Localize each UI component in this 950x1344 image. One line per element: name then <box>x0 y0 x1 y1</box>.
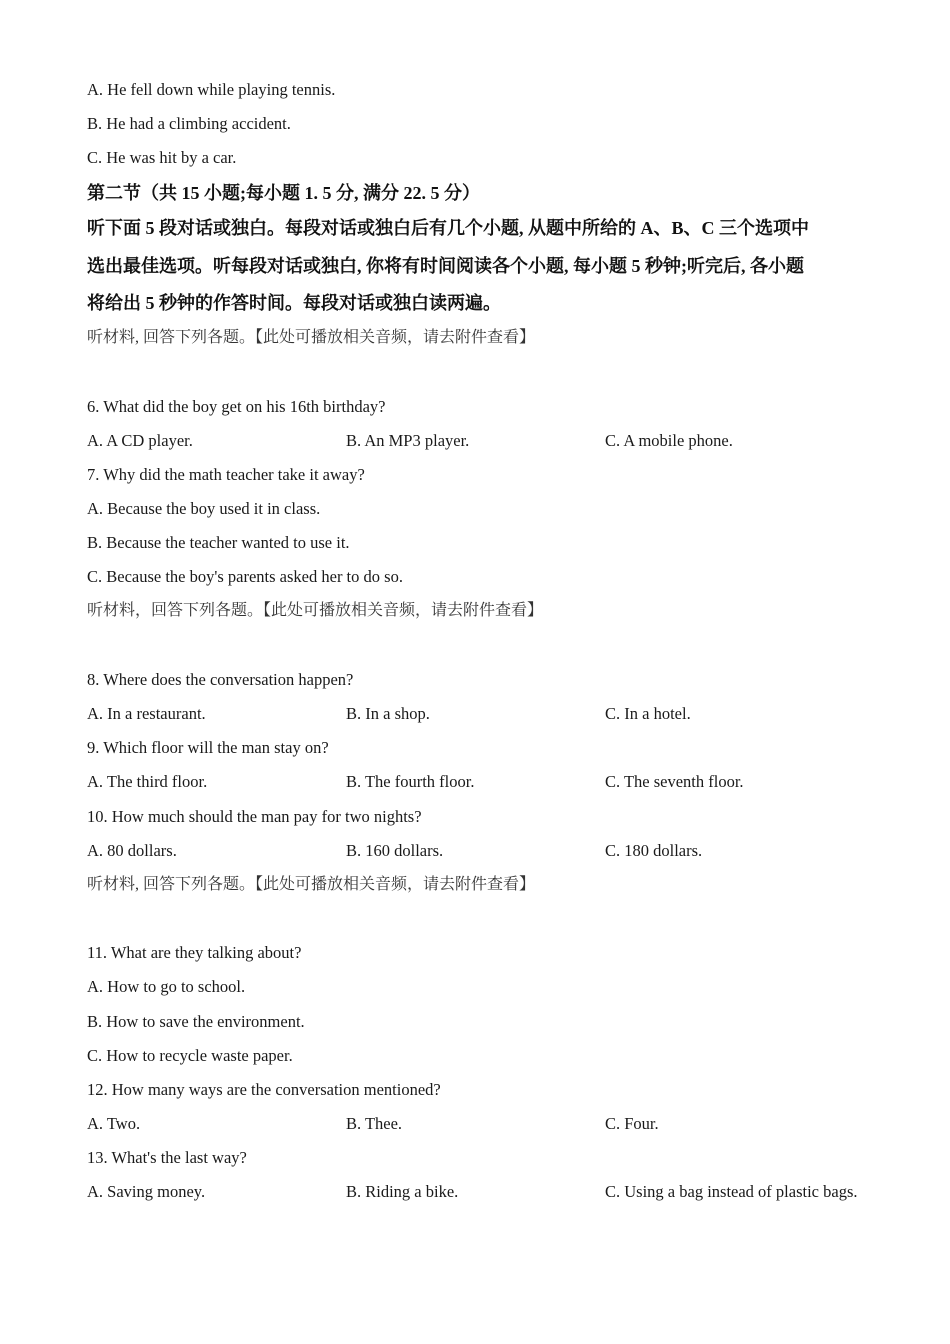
question-11-option-a: A. How to go to school. <box>87 977 246 996</box>
question-13: 13. What's the last way? <box>87 1148 247 1167</box>
question-12-option-c: C. Four. <box>605 1114 659 1133</box>
question-6-options <box>87 431 887 451</box>
question-11-option-c: C. How to recycle waste paper. <box>87 1046 293 1065</box>
question-9-option-a: A. The third floor. <box>87 772 208 791</box>
question-13-option-b: B. Riding a bike. <box>346 1182 459 1201</box>
question-9-options <box>87 772 887 792</box>
question-13-options <box>87 1182 887 1202</box>
question-8: 8. Where does the conversation happen? <box>87 670 354 689</box>
question-10-option-b: B. 160 dollars. <box>346 841 444 860</box>
question-7: 7. Why did the math teacher take it away? <box>87 465 365 484</box>
question-8-option-c: C. In a hotel. <box>605 704 691 723</box>
question-11-option-b: B. How to save the environment. <box>87 1012 305 1031</box>
section-instructions-line-1: 听下面 5 段对话或独白。每段对话或独白后有几个小题, 从题中所给的 A、B、C 三个选项中 <box>87 218 810 238</box>
listening-note-3: 听材料, 回答下列各题。【此处可播放相关音频，请去附件查看】 <box>87 876 536 893</box>
question-11: 11. What are they talking about? <box>87 943 302 962</box>
question-12: 12. How many ways are the conversation mentioned? <box>87 1080 441 1099</box>
question-8-option-b: B. In a shop. <box>346 704 430 723</box>
question-8-option-a: A. In a restaurant. <box>87 704 206 723</box>
question-13-option-a: A. Saving money. <box>87 1182 206 1201</box>
question-9-option-b: B. The fourth floor. <box>346 772 475 791</box>
prev-option-a: A. He fell down while playing tennis. <box>87 80 336 99</box>
question-6: 6. What did the boy get on his 16th birthday? <box>87 397 386 416</box>
question-7-option-a: A. Because the boy used it in class. <box>87 499 321 518</box>
question-6-option-c: C. A mobile phone. <box>605 431 733 450</box>
question-12-option-a: A. Two. <box>87 1114 141 1133</box>
question-13-option-c: C. Using a bag instead of plastic bags. <box>605 1182 858 1201</box>
section-title: 第二节（共 15 小题;每小题 1. 5 分, 满分 22. 5 分） <box>87 183 480 203</box>
question-10-option-a: A. 80 dollars. <box>87 841 177 860</box>
question-12-options <box>87 1114 887 1134</box>
question-8-options <box>87 704 887 724</box>
question-7-option-b: B. Because the teacher wanted to use it. <box>87 533 350 552</box>
prev-option-b: B. He had a climbing accident. <box>87 114 291 133</box>
question-10-options <box>87 841 887 861</box>
question-9-option-c: C. The seventh floor. <box>605 772 744 791</box>
question-12-option-b: B. Thee. <box>346 1114 403 1133</box>
prev-option-c: C. He was hit by a car. <box>87 148 237 167</box>
listening-note-2: 听材料，回答下列各题。【此处可播放相关音频，请去附件查看】 <box>87 602 544 619</box>
section-instructions-line-2: 选出最佳选项。听每段对话或独白, 你将有时间阅读各个小题, 每小题 5 秒钟;听完后, 各小题 <box>87 256 804 276</box>
question-10: 10. How much should the man pay for two nights? <box>87 807 422 826</box>
listening-note-1: 听材料, 回答下列各题。【此处可播放相关音频，请去附件查看】 <box>87 329 536 346</box>
question-9: 9. Which floor will the man stay on? <box>87 738 329 757</box>
question-6-option-b: B. An MP3 player. <box>346 431 470 450</box>
question-7-option-c: C. Because the boy's parents asked her to do so. <box>87 567 403 586</box>
section-instructions-line-3: 将给出 5 秒钟的作答时间。每段对话或独白读两遍。 <box>87 293 501 313</box>
question-10-option-c: C. 180 dollars. <box>605 841 703 860</box>
question-6-option-a: A. A CD player. <box>87 431 193 450</box>
